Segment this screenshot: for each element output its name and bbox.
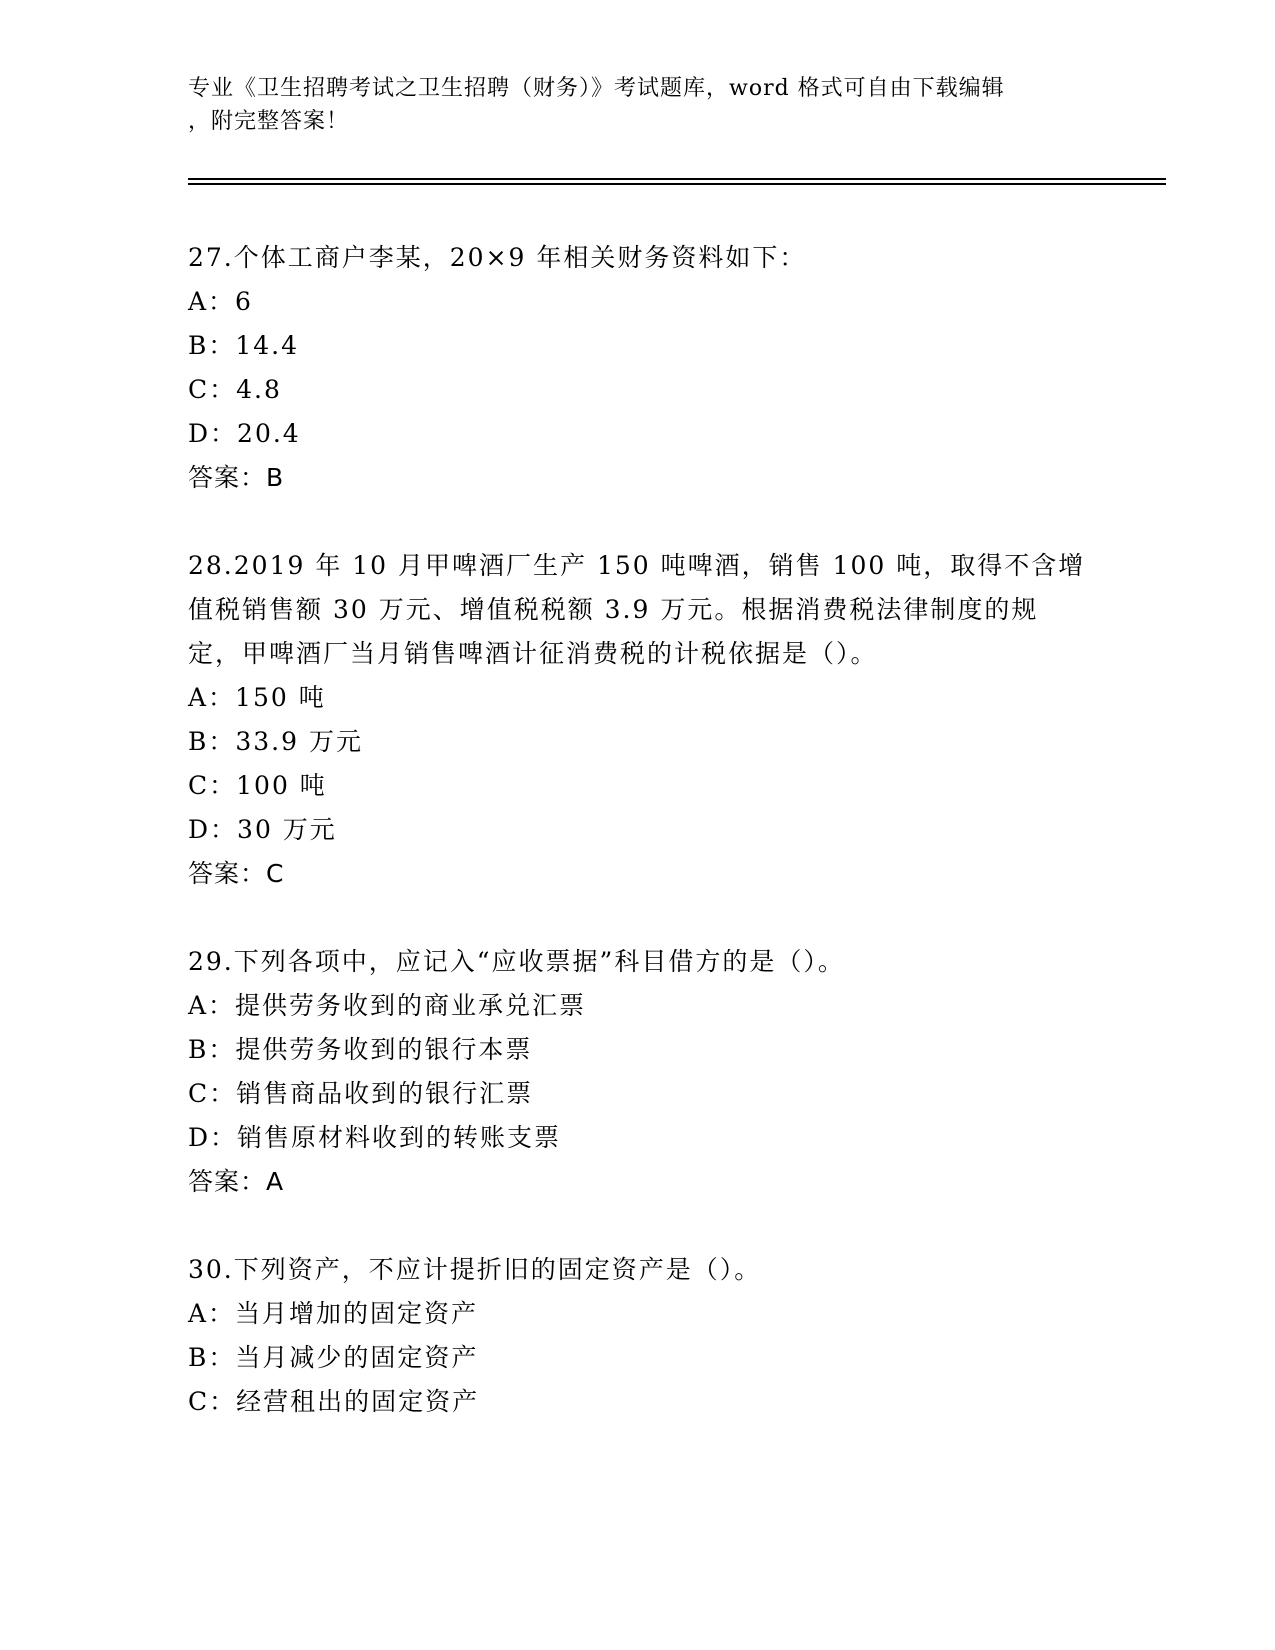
- question-29-stem: 29.下列各项中，应记入“应收票据”科目借方的是（）。: [188, 947, 845, 976]
- question-30-option-b: B：当月减少的固定资产: [188, 1343, 479, 1372]
- question-27-stem: 27.个体工商户李某，20×9 年相关财务资料如下：: [188, 243, 807, 272]
- question-27-option-b: B：14.4: [188, 331, 300, 360]
- question-29-option-a: A：提供劳务收到的商业承兑汇票: [188, 991, 587, 1020]
- document-header: [188, 72, 1088, 138]
- question-28-answer: 答案：C: [188, 859, 285, 888]
- question-28-stem-line-1: 28.2019 年 10 月甲啤酒厂生产 150 吨啤酒，销售 100 吨，取得不含增: [188, 551, 1086, 580]
- question-27-option-d: D：20.4: [188, 419, 301, 448]
- question-29-option-b: B：提供劳务收到的银行本票: [188, 1035, 533, 1064]
- question-27-option-c: C：4.8: [188, 375, 282, 404]
- question-28-stem-line-2: 值税销售额 30 万元、增值税税额 3.9 万元。根据消费税法律制度的规: [188, 595, 1039, 624]
- question-28-option-b: B：33.9 万元: [188, 727, 363, 756]
- question-28-option-c: C：100 吨: [188, 771, 327, 800]
- question-28-option-a: A：150 吨: [188, 683, 326, 712]
- header-rule-bottom: [188, 183, 1166, 185]
- question-29-answer: 答案：A: [188, 1167, 285, 1196]
- question-28-stem-line-3: 定，甲啤酒厂当月销售啤酒计征消费税的计税依据是（）。: [188, 639, 878, 668]
- header-line-1: 专业《卫生招聘考试之卫生招聘（财务）》考试题库，word 格式可自由下载编辑: [188, 76, 1005, 101]
- question-30-option-c: C：经营租出的固定资产: [188, 1387, 480, 1416]
- header-rule-top: [188, 178, 1166, 180]
- question-29-option-c: C：销售商品收到的银行汇票: [188, 1079, 534, 1108]
- question-29-option-d: D：销售原材料收到的转账支票: [188, 1123, 562, 1152]
- header-line-2: ，附完整答案！: [188, 109, 350, 134]
- question-28-option-d: D：30 万元: [188, 815, 337, 844]
- question-30-option-a: A：当月增加的固定资产: [188, 1299, 479, 1328]
- question-27-answer: 答案：B: [188, 463, 285, 492]
- question-27-option-a: A：6: [188, 287, 253, 316]
- question-30-stem: 30.下列资产，不应计提折旧的固定资产是（）。: [188, 1255, 762, 1284]
